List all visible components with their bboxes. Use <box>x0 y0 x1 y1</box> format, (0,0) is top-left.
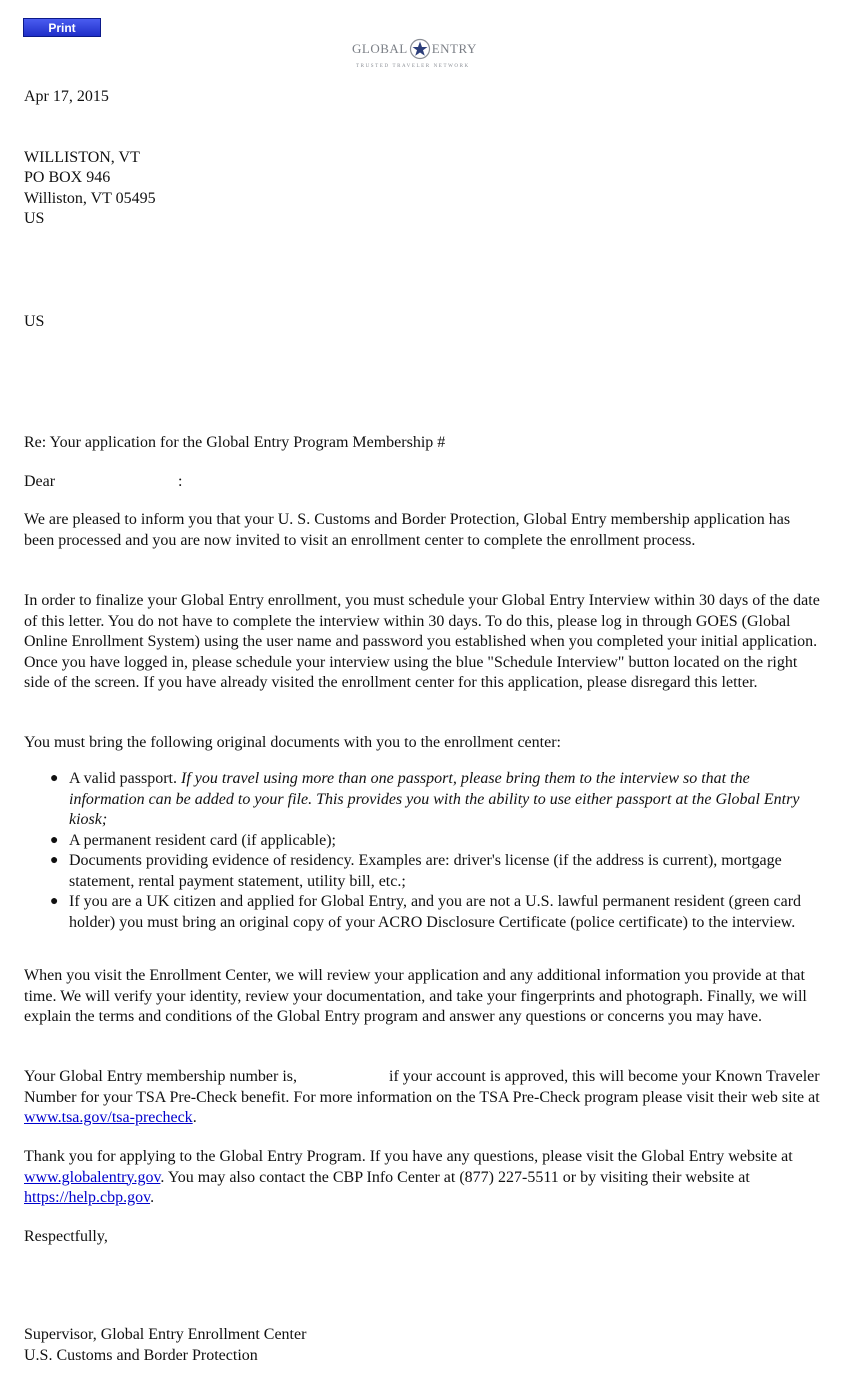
letter-date: Apr 17, 2015 <box>24 88 109 105</box>
logo-left-word: GLOBAL <box>352 41 408 56</box>
logo-tagline: TRUSTED TRAVELER NETWORK <box>356 64 470 69</box>
paragraph-5: Your Global Entry membership number is, if your account is approved, this will become your Known Traveler Number for your TSA Pre-Check benefit. For more information on the TSA Pre-Check program please visit their web site at www.tsa.gov/tsa-precheck. <box>24 1068 820 1126</box>
required-documents-list <box>24 769 824 933</box>
passport-note: If you travel using more than one passport, please bring them to the interview so that the information can be added to your file. This provides you with the ability to use either passport at the Global Entry kiosk; <box>69 770 800 828</box>
membership-number-text: if your account is approved, this will become your Known Traveler Number for your TSA Pre-Check benefit. For more information on the TSA Pre-Check program please visit their web site at <box>24 1068 820 1106</box>
address-line-2: PO BOX 946 <box>24 169 111 186</box>
letter-salutation: Dear <box>24 473 56 490</box>
list-item-passport <box>50 769 824 831</box>
logo-right-word: ENTRY <box>431 41 477 56</box>
globalentry-link[interactable]: www.globalentry.gov <box>24 1168 161 1186</box>
star-seal-icon <box>409 38 431 60</box>
paragraph-2: In order to finalize your Global Entry enrollment, you must schedule your Global Entry Interview within 30 days of the date of this letter. You do not have to complete the interview within 30 days. To do this, please log in through GOES (Global Online Enrollment System) using the user name and password you established when you completed your initial application. Once you have logged in, please schedule your interview using the blue "Schedule Interview" button located on the right side of the screen. If you have already visited the enrollment center for this application, please disregard this letter. <box>24 592 820 691</box>
paragraph-1: We are pleased to inform you that your U. S. Customs and Border Protection, Global Entry membership application has been processed and you are now invited to visit an enrollment center to complete the enrollment process. <box>24 511 791 549</box>
address-line-1: WILLISTON, VT <box>24 149 140 166</box>
list-item-residency <box>50 851 824 892</box>
paragraph-6: Thank you for applying to the Global Entry Program. If you have any questions, please visit the Global Entry website at www.globalentry.gov. You may also contact the CBP Info Center at (877) 227-5511 or by visiting their website at https://help.cbp.gov. <box>24 1148 793 1206</box>
list-item-resident-card <box>50 831 824 852</box>
passport-text: A valid passport. <box>69 770 181 787</box>
signature-line-2: U.S. Customs and Border Protection <box>24 1347 258 1364</box>
signature-line-1: Supervisor, Global Entry Enrollment Center <box>24 1326 307 1343</box>
bullet-icon: ● <box>50 894 59 909</box>
cbp-help-link[interactable]: https://help.cbp.gov <box>24 1189 151 1206</box>
resident-card-text: A permanent resident card (if applicable); <box>69 831 336 849</box>
print-button[interactable]: Print <box>23 18 101 37</box>
bullet-icon: ● <box>50 832 59 848</box>
letter-subject: Re: Your application for the Global Entry Program Membership # <box>24 434 446 451</box>
list-item-uk-citizen <box>50 892 824 933</box>
membership-number-label: Your Global Entry membership number is, <box>24 1068 298 1085</box>
residency-text: Documents providing evidence of residency. Examples are: driver's license (if the address is current), mortgage statement, rental payment statement, utility bill, etc.; <box>69 852 782 890</box>
salutation-colon: : <box>178 473 183 490</box>
address-line-4: US <box>24 210 45 227</box>
address-line-3: Williston, VT 05495 <box>24 190 156 207</box>
paragraph-4: When you visit the Enrollment Center, we will review your application and any additional information you provide at that time. We will verify your identity, review your documentation, and take your fingerprints and photograph. Finally, we will explain the terms and conditions of the Global Entry program and answer any questions or concerns you may have. <box>24 967 807 1025</box>
recipient-country: US <box>24 313 45 330</box>
uk-citizen-text: If you are a UK citizen and applied for Global Entry, and you are not a U.S. lawful permanent resident (green card holder) you must bring an original copy of your ACRO Disclosure Certificate (police certificate) to the interview. <box>69 893 802 931</box>
tsa-precheck-link[interactable]: www.tsa.gov/tsa-precheck <box>24 1109 193 1126</box>
bullet-icon: ● <box>50 771 59 786</box>
letter-closing: Respectfully, <box>24 1228 108 1245</box>
paragraph-3: You must bring the following original documents with you to the enrollment center: <box>24 734 561 751</box>
global-entry-logo <box>352 38 502 90</box>
bullet-icon: ● <box>50 853 59 868</box>
